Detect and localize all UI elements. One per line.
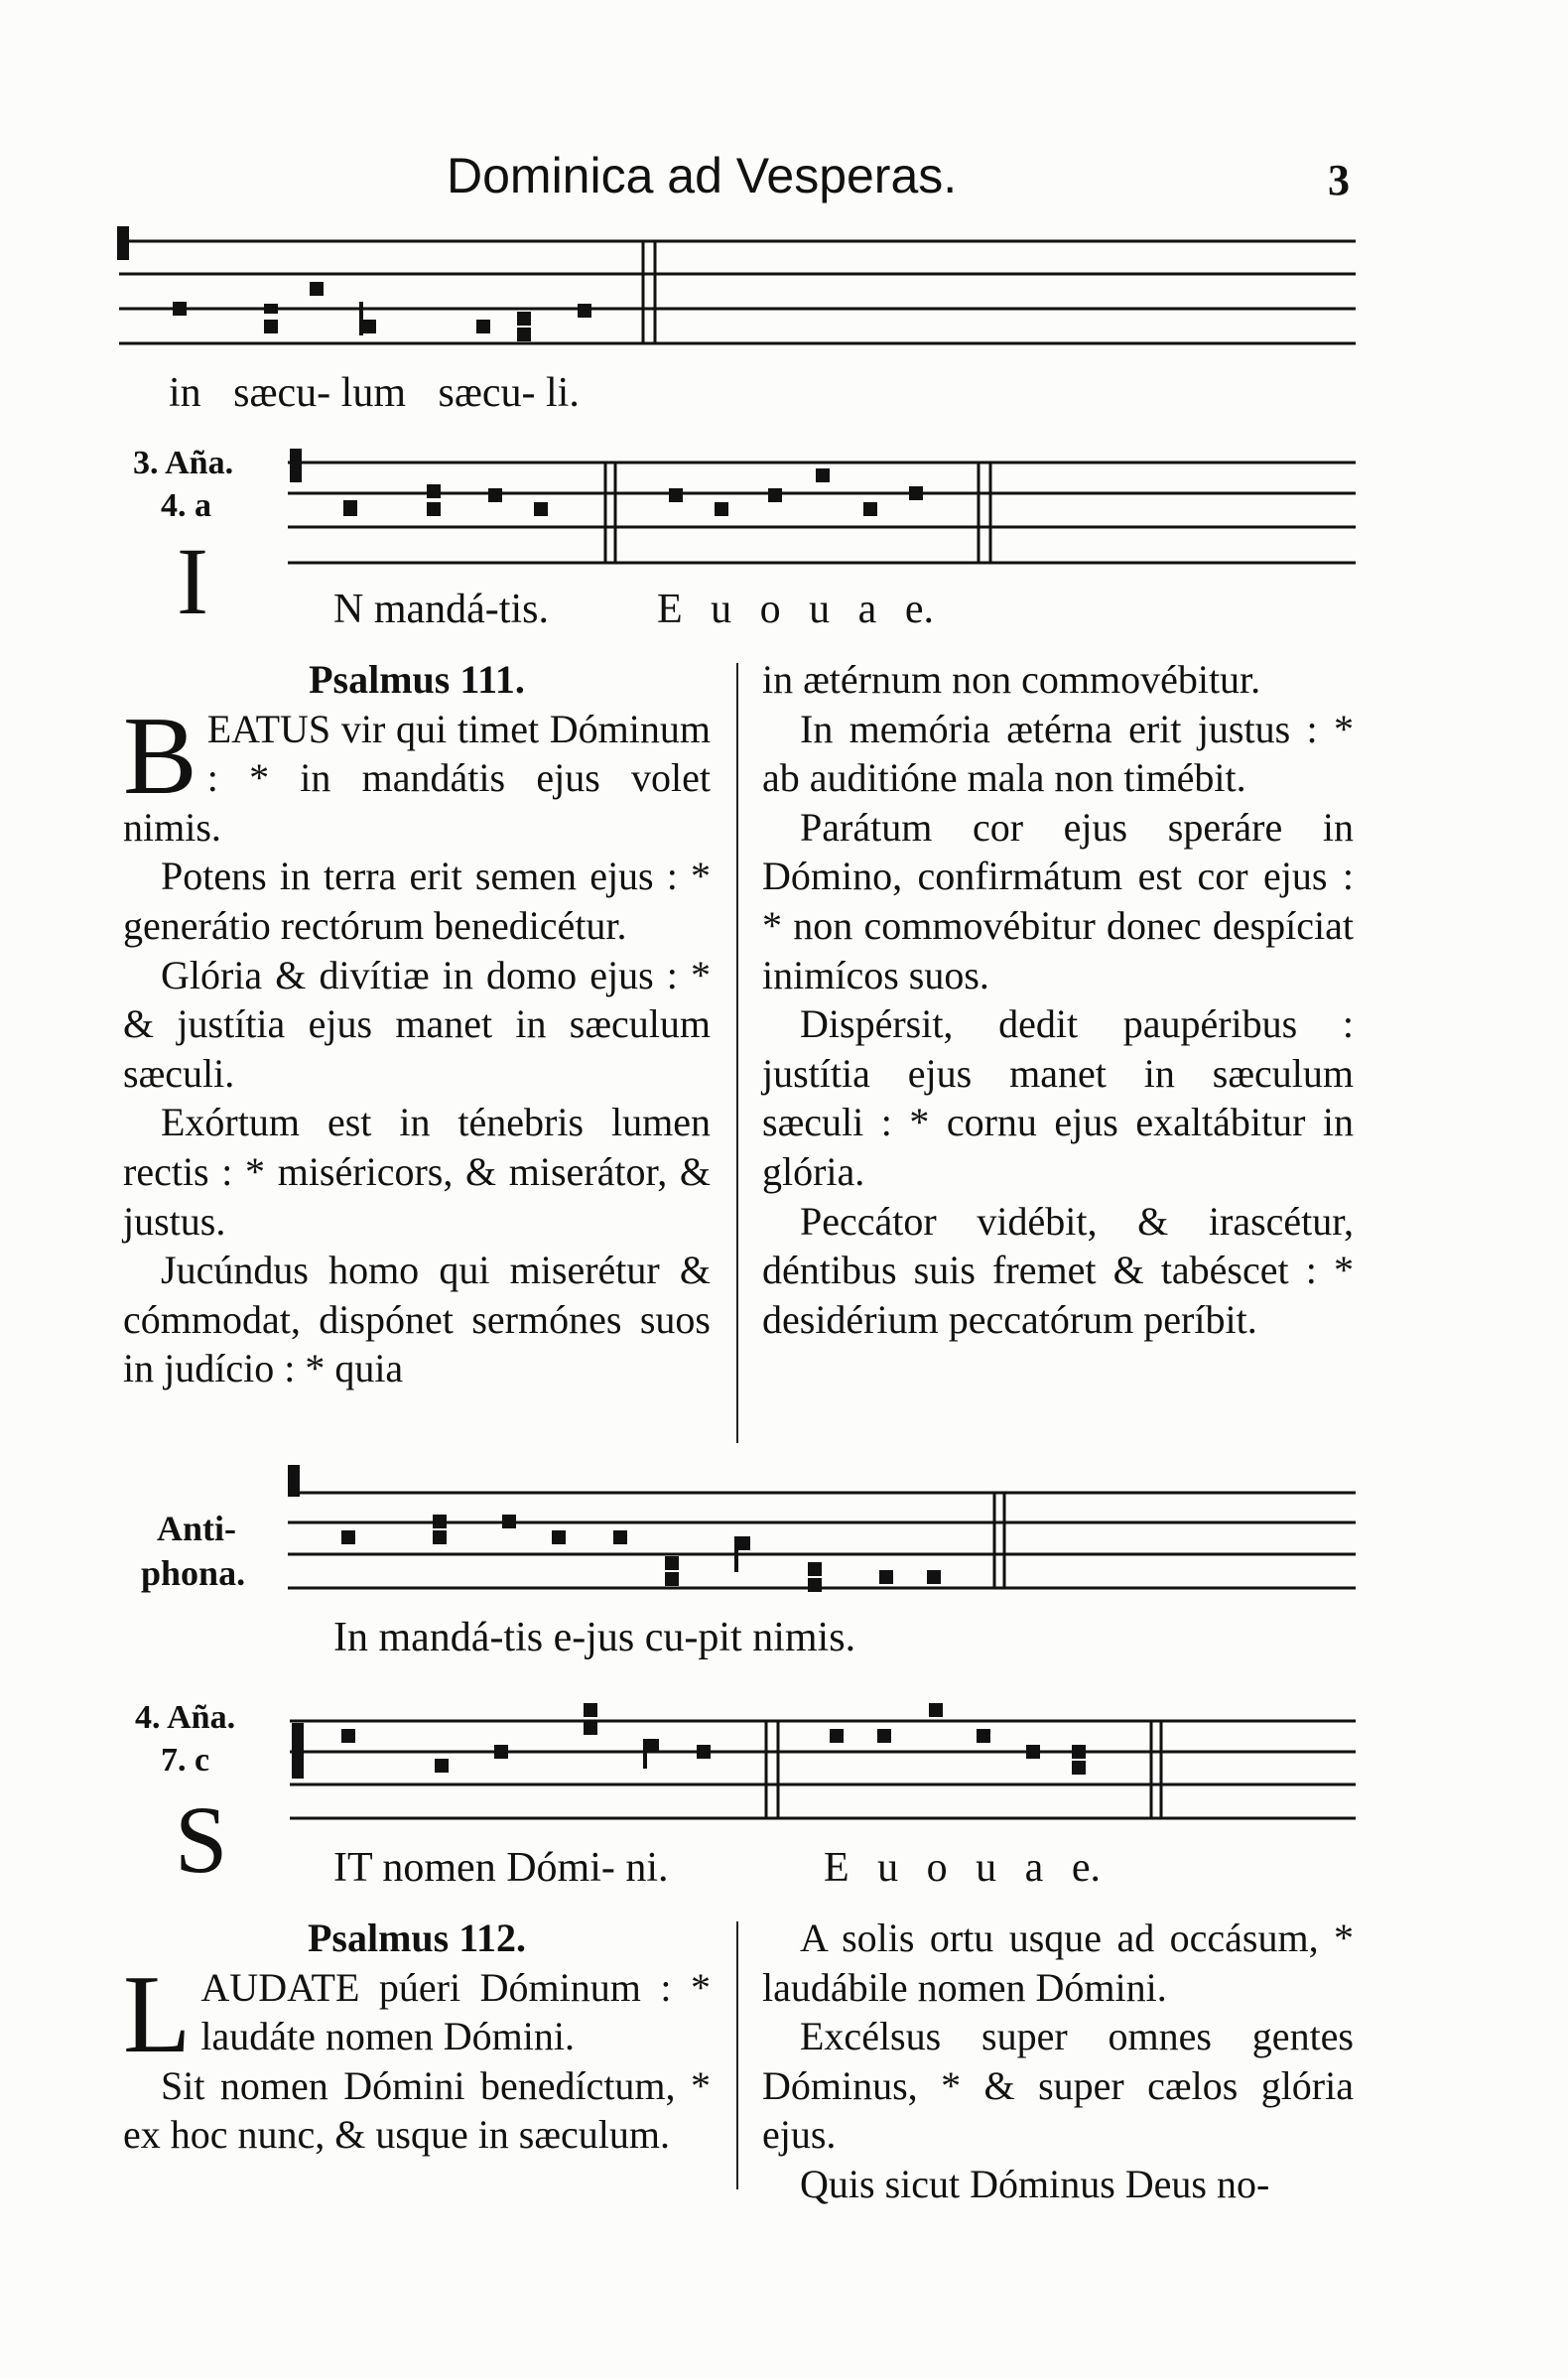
psalm-111-right-column [762, 655, 1354, 1344]
antiphon-lyric: In mandá-tis e-jus cu-pit nimis. [333, 1615, 856, 1660]
psalm-112-left-column: Psalmus 112. LAUDATE púeri Dóminum : * laudáte nomen Dómini. Sit nomen Dómini benedíctum, * ex hoc nunc, & usque in sæculum. [123, 1914, 711, 2160]
verse: Parátum cor ejus speráre in Dómino, confirmátum est cor ejus : * non commovébitur donec despíciat inimícos suos. [762, 804, 1354, 997]
antiphon-staff [288, 1493, 1356, 1588]
lyric-syllable: sæcu- [438, 370, 536, 416]
verse: Potens in terra erit semen ejus : * generátio rectórum benedicétur. [123, 854, 711, 948]
column-divider [736, 663, 738, 1443]
verse: Exórtum est in ténebris lumen rectis : * miséricors, & miserátor, & justus. [123, 1100, 711, 1244]
chant-initial: I [177, 528, 208, 634]
verse: Dispérsit, dedit paupéribus : justítia ejus manet in sæculum sæculi : * cornu ejus exaltábitur in glória. [762, 1001, 1354, 1194]
verse: In memória ætérna erit justus : * ab auditióne mala non timébit. [762, 706, 1354, 801]
column-divider [736, 1921, 738, 2189]
verse: Excélsus super omnes gentes Dóminus, * & super cælos glória ejus. [762, 2014, 1354, 2158]
verse: Quis sicut Dóminus Deus no- [800, 2161, 1270, 2206]
chant-initial: S [175, 1786, 228, 1893]
drop-cap: L [123, 1952, 192, 2076]
psalm-112-right-column [762, 1914, 1354, 2209]
verse: Jucúndus homo qui miserétur & cómmodat, dispónet sermónes suos in judício : * quia [123, 1248, 711, 1391]
psalm-title: Psalmus 111. [309, 657, 525, 702]
page-number: 3 [1328, 156, 1350, 204]
drop-cap: B [123, 694, 197, 818]
verse: Sit nomen Dómini benedíctum, * ex hoc nunc, & usque in sæculum. [123, 2062, 711, 2158]
running-header-title: Dominica ad Vesperas. [447, 148, 958, 203]
staff-1-neumes [117, 226, 591, 341]
chant-staff-2 [288, 462, 1356, 563]
lyric-syllable: li. [546, 370, 580, 416]
lyric-syllable: sæcu- [233, 370, 331, 416]
mode-indicator: 4. Aña. 7. c [135, 1699, 236, 1779]
chant-lyric: IT nomen Dómi- ni. [333, 1845, 669, 1891]
lyric-syllable: in [169, 370, 201, 416]
verse: Glória & divítiæ in domo ejus : * & justítia ejus manet in sæculum sæculi. [123, 952, 711, 1096]
lyric-syllable: lum [340, 370, 407, 416]
psalm-title: Psalmus 112. [307, 1916, 527, 1960]
chant-staff-4 [290, 1721, 1356, 1818]
verse: A solis ortu usque ad occásum, * laudábile nomen Dómini. [762, 1916, 1354, 2010]
mode-indicator: 3. Aña. 4. a [133, 445, 234, 524]
euouae: E u o u a e. [824, 1845, 1101, 1891]
euouae: E u o u a e. [657, 587, 934, 632]
verse: Peccátor vidébit, & irascétur, déntibus suis fremet & tabéscet : * desidérium peccatórum períbit. [762, 1198, 1354, 1342]
verse: in ætérnum non commovébitur. [762, 657, 1261, 702]
psalm-111-left-column: Psalmus 111. BEATUS vir qui timet Dóminum : * in mandátis ejus volet nimis. Potens in terra erit semen ejus : * generátio rectórum benedicétur. Glória & divítiæ in domo ejus : * & justítia ejus manet in sæculum sæculi. Exórtum est in ténebris lumen rectis : * miséricors, & miserátor, & justus. Jucúndus homo qui miserétur & cómmodat, dispónet sermónes suos in judício : * quia [123, 655, 711, 1393]
antiphon-label: Anti- phona. [141, 1509, 246, 1593]
chant-lyric: N mandá-tis. [333, 587, 549, 632]
